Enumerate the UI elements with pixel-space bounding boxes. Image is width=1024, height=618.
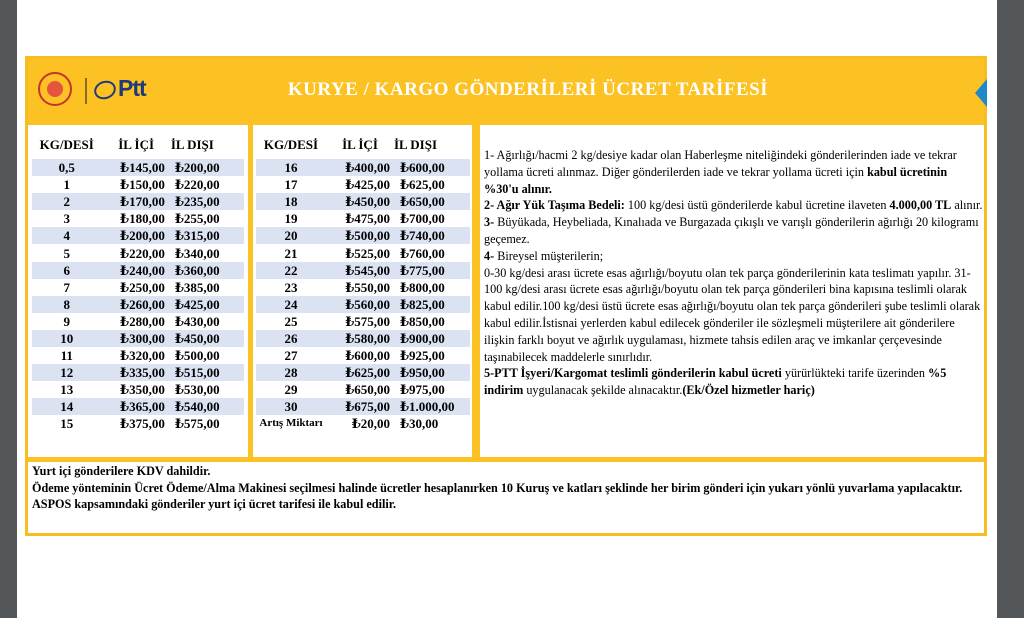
cell-il-ici: ₺375,00 xyxy=(120,416,165,432)
table-row xyxy=(256,176,470,193)
cell-kg: 2 xyxy=(32,193,101,210)
cell-il-ici: ₺575,00 xyxy=(345,313,390,329)
column-divider xyxy=(248,125,253,457)
logo-divider xyxy=(85,78,87,104)
cell-kg: 4 xyxy=(32,227,101,244)
cell-kg: 13 xyxy=(60,382,74,398)
cell-il-ici: ₺220,00 xyxy=(120,245,165,261)
cell-il-ici: ₺450,00 xyxy=(326,193,394,210)
table-row xyxy=(32,364,244,381)
cell-kg: 19 xyxy=(284,211,298,227)
cell-il-disi: ₺450,00 xyxy=(171,330,244,347)
table-row xyxy=(256,364,470,381)
ministry-seal-logo xyxy=(38,72,72,106)
cell-il-disi: ₺200,00 xyxy=(171,159,244,176)
cell-il-ici: ₺260,00 xyxy=(101,296,170,313)
cell-kg: 23 xyxy=(284,279,298,295)
cell-kg: 10 xyxy=(32,330,101,347)
cell-il-ici: ₺400,00 xyxy=(326,159,394,176)
table-row xyxy=(256,244,470,261)
cell-il-disi: ₺850,00 xyxy=(400,313,445,329)
table-row xyxy=(256,381,470,398)
cell-kg: 18 xyxy=(256,193,326,210)
note-4: 4- Bireysel müşterilerin; xyxy=(484,248,604,263)
section-divider xyxy=(28,457,984,462)
cell-il-ici: ₺280,00 xyxy=(120,313,165,329)
table-row xyxy=(32,262,244,279)
table-row xyxy=(256,347,470,364)
cell-il-ici: ₺550,00 xyxy=(345,279,390,295)
cell-il-disi: ₺600,00 xyxy=(394,159,470,176)
cell-il-disi: ₺315,00 xyxy=(171,227,244,244)
table-row xyxy=(256,227,470,244)
cell-il-ici: ₺475,00 xyxy=(345,211,390,227)
note-2: 2- Ağır Yük Taşıma Bedeli: 100 kg/desi üstü gönderilerde kabul ücretine ilaveten 4.000,00 TL alınır. xyxy=(484,198,983,213)
cell-il-ici: ₺600,00 xyxy=(345,348,390,364)
cell-il-ici: ₺335,00 xyxy=(101,364,170,381)
cell-il-disi: ₺975,00 xyxy=(400,382,445,398)
cell-il-disi: ₺530,00 xyxy=(174,382,220,398)
cell-kg: 11 xyxy=(60,348,73,364)
cell-il-ici: ₺250,00 xyxy=(120,279,165,295)
cell-il-ici: ₺180,00 xyxy=(120,211,165,227)
cell-kg: 15 xyxy=(60,416,74,432)
cell-kg: 14 xyxy=(32,398,101,415)
cell-il-disi: ₺360,00 xyxy=(171,262,244,279)
cell-kg: 21 xyxy=(284,245,298,261)
cell-il-ici: ₺580,00 xyxy=(326,330,394,347)
cell-il-ici: ₺675,00 xyxy=(326,398,394,415)
page-title: KURYE / KARGO GÖNDERİLERİ ÜCRET TARİFESİ xyxy=(287,79,769,100)
cell-kg: 9 xyxy=(63,313,70,329)
table-row xyxy=(32,176,244,193)
cell-il-ici: ₺170,00 xyxy=(101,193,170,210)
tariff-table-left xyxy=(32,137,244,433)
cell-kg: 27 xyxy=(284,348,298,364)
table-row xyxy=(256,262,470,279)
cell-il-disi: ₺700,00 xyxy=(400,211,445,227)
cell-kg: 5 xyxy=(63,245,70,261)
note-3: 3- Büyükada, Heybeliada, Kınalıada ve Burgazada çıkışlı ve varışlı gönderilerin ağırlığı 20 kilogramı geçemez. xyxy=(484,215,979,246)
table-row xyxy=(256,296,470,313)
footer-line: ASPOS kapsamındaki gönderiler yurt içi ücret tarifesi ile kabul edilir. xyxy=(32,497,397,511)
col-header-kg: KG/DESİ xyxy=(39,137,94,152)
cell-il-ici: ₺500,00 xyxy=(326,227,394,244)
cell-il-disi: ₺800,00 xyxy=(400,279,445,295)
table-row xyxy=(32,415,244,432)
cell-il-ici: ₺145,00 xyxy=(101,159,170,176)
cell-il-disi: ₺30,00 xyxy=(400,416,439,432)
cell-kg: 29 xyxy=(284,382,298,398)
note-4-detail: 0-30 kg/desi arası ücrete esas ağırlığı/boyutu olan tek parça gönderilerinin kata teslimatı yapılır. 31-100 kg/desi arası ücrete esas ağırlığı/boyutu olan tek parça gönderileri bina kapısına teslimli olarak kabul edilir.100 kg/desi üstü ücrete esas ağırlığı/boyutu olan tek parça gönderileri şube teslimli olarak kabul edilir.İstisnai yerlerden kabul edilecek gönderiler ile sözleşmeli müşterilere ait gönderilere ilişkin farklı boyut ve ağırlık uygulaması, hizmete tahsis edilen araç ve imkanlar çerçevesinde taşınabilecek maddelerle sınırlıdır. xyxy=(484,265,981,364)
col-header-il-disi: İL DIŞI xyxy=(170,137,214,152)
cell-il-disi: ₺340,00 xyxy=(174,245,220,261)
cell-il-disi: ₺515,00 xyxy=(171,364,244,381)
tariff-table-right xyxy=(256,137,470,433)
table-row xyxy=(32,227,244,244)
cell-il-disi: ₺625,00 xyxy=(400,177,445,193)
table-row xyxy=(256,210,470,227)
cell-kg: Artış Miktarı xyxy=(259,417,323,430)
table-row xyxy=(256,398,470,415)
table-row xyxy=(32,244,244,261)
footer-line: Yurt içi gönderilere KDV dahildir. xyxy=(32,464,211,478)
table-row xyxy=(32,193,244,210)
cell-il-disi: ₺925,00 xyxy=(400,348,445,364)
cell-il-disi: ₺740,00 xyxy=(394,227,470,244)
table-row xyxy=(32,279,244,296)
cell-il-ici: ₺350,00 xyxy=(120,382,165,398)
cell-il-ici: ₺365,00 xyxy=(101,398,170,415)
cell-kg: 17 xyxy=(284,177,298,193)
cell-kg: 28 xyxy=(256,364,326,381)
cell-il-disi: ₺430,00 xyxy=(174,313,220,329)
cell-kg: 6 xyxy=(32,262,101,279)
column-divider xyxy=(472,125,480,457)
cell-kg: 30 xyxy=(256,398,326,415)
cell-il-ici: ₺240,00 xyxy=(101,262,170,279)
cell-kg: 8 xyxy=(32,296,101,313)
header-bar xyxy=(28,59,984,125)
cell-il-disi: ₺575,00 xyxy=(174,416,220,432)
cell-il-ici: ₺425,00 xyxy=(345,177,390,193)
col-header-kg: KG/DESİ xyxy=(263,137,319,152)
col-header-il-ici: İL İÇİ xyxy=(342,137,378,152)
footer-notes xyxy=(32,463,972,513)
table-row xyxy=(256,159,470,176)
col-header-il-ici: İL İÇİ xyxy=(118,137,155,152)
cell-kg: 24 xyxy=(256,296,326,313)
table-row xyxy=(32,398,244,415)
cell-kg: 7 xyxy=(63,279,70,295)
cell-il-ici: ₺525,00 xyxy=(345,245,390,261)
col-header-il-disi: İL DIŞI xyxy=(394,137,437,152)
table-row xyxy=(32,381,244,398)
cell-il-disi: ₺235,00 xyxy=(171,193,244,210)
cell-il-disi: ₺760,00 xyxy=(400,245,445,261)
cell-il-disi: ₺650,00 xyxy=(394,193,470,210)
cell-il-disi: ₺950,00 xyxy=(394,364,470,381)
cell-il-ici: ₺625,00 xyxy=(326,364,394,381)
table-row xyxy=(32,347,244,364)
cell-il-disi: ₺425,00 xyxy=(171,296,244,313)
cell-kg: 25 xyxy=(284,313,298,329)
footer-line: Ödeme yönteminin Ücret Ödeme/Alma Makinesi seçilmesi halinde ücretler hesaplanırken 10 Kuruş ve katları şeklinde her birim gönderi için yukarı yönlü yuvarlama yapılacaktır. xyxy=(32,480,963,495)
table-row xyxy=(256,415,470,432)
cell-il-disi: ₺385,00 xyxy=(174,279,220,295)
cell-il-disi: ₺775,00 xyxy=(394,262,470,279)
notes-panel xyxy=(484,147,984,399)
cell-il-ici: ₺650,00 xyxy=(345,382,390,398)
tariff-frame xyxy=(25,56,987,536)
cell-il-ici: ₺320,00 xyxy=(120,348,165,364)
cell-kg: 12 xyxy=(32,364,101,381)
table-row xyxy=(32,313,244,330)
cell-kg: 16 xyxy=(256,159,326,176)
cell-kg: 1 xyxy=(63,177,70,193)
document-page xyxy=(17,0,997,618)
table-row xyxy=(256,330,470,347)
cell-il-disi: ₺825,00 xyxy=(394,296,470,313)
cell-il-ici: ₺20,00 xyxy=(351,416,390,432)
cell-kg: 26 xyxy=(256,330,326,347)
table-row xyxy=(32,296,244,313)
cell-il-disi: ₺255,00 xyxy=(174,211,220,227)
cell-il-disi: ₺540,00 xyxy=(171,398,244,415)
cell-il-ici: ₺200,00 xyxy=(101,227,170,244)
note-5: 5-PTT İşyeri/Kargomat teslimli gönderilerin kabul ücreti yürürlükteki tarife üzerinden %5 indirim uygulanacak şekilde alınacaktır.(Ek/Özel hizmetler hariç) xyxy=(484,366,947,398)
cell-il-ici: ₺300,00 xyxy=(101,330,170,347)
table-row xyxy=(256,279,470,296)
arrow-left-icon xyxy=(975,79,987,107)
cell-kg: 0,5 xyxy=(32,159,101,176)
cell-il-disi: ₺1.000,00 xyxy=(394,398,470,415)
note-1: 1- Ağırlığı/hacmi 2 kg/desiye kadar olan Haberleşme niteliğindeki gönderilerinden iade ve tekrar yollama ücreti alınmaz. Diğer gönderilerden iade ve tekrar yollama ücreti için kabul ücretinin %30'u alınır. xyxy=(484,148,957,196)
ptt-logo: Ptt xyxy=(94,75,146,102)
cell-kg: 20 xyxy=(256,227,326,244)
cell-il-disi: ₺900,00 xyxy=(394,330,470,347)
cell-kg: 3 xyxy=(63,211,70,227)
cell-kg: 22 xyxy=(256,262,326,279)
cell-il-ici: ₺150,00 xyxy=(120,177,165,193)
table-row xyxy=(32,330,244,347)
table-row xyxy=(256,193,470,210)
cell-il-disi: ₺500,00 xyxy=(174,348,220,364)
table-row xyxy=(32,159,244,176)
cell-il-ici: ₺560,00 xyxy=(326,296,394,313)
cell-il-disi: ₺220,00 xyxy=(174,177,220,193)
cell-il-ici: ₺545,00 xyxy=(326,262,394,279)
ptt-swirl-icon xyxy=(92,78,119,102)
table-row xyxy=(256,313,470,330)
table-row xyxy=(32,210,244,227)
